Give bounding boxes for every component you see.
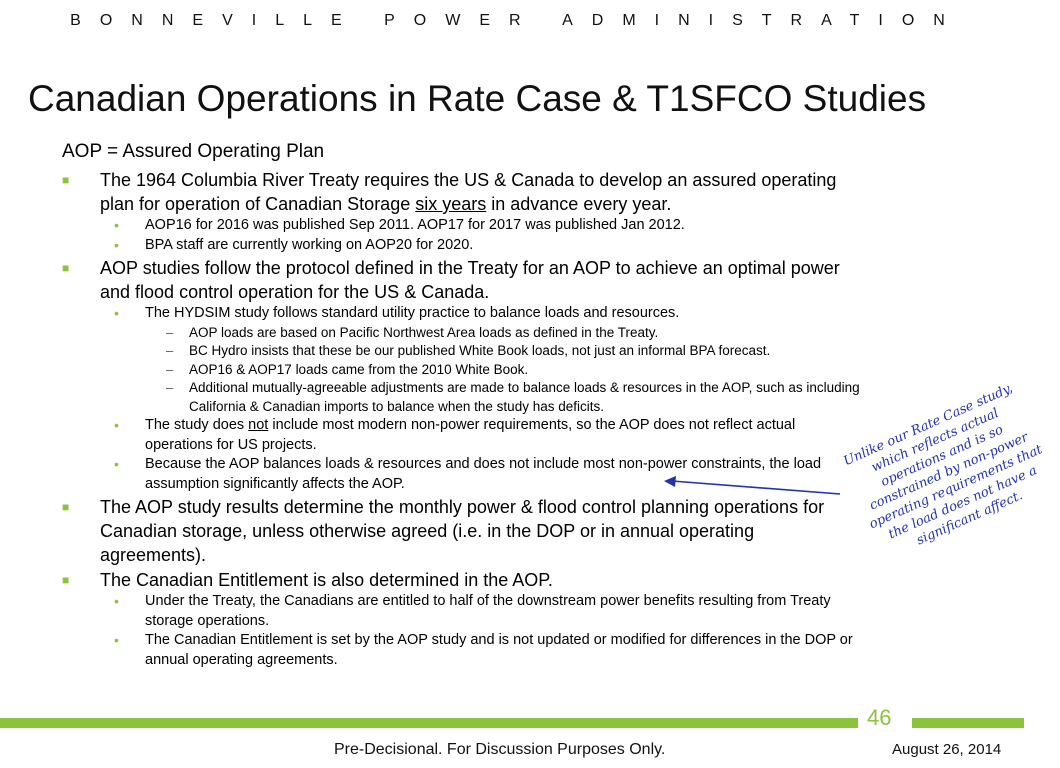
sub-bullet-text: The Canadian Entitlement is set by the AOP study and is not updated or modified for differences in the DOP or annual operating agreements. xyxy=(145,632,853,668)
sub-sub-bullet xyxy=(62,342,862,361)
sub-sub-bullet xyxy=(62,361,862,380)
dot-bullet-icon: • xyxy=(114,632,119,648)
square-bullet-icon: ■ xyxy=(62,573,70,587)
bullet-text: in advance every year. xyxy=(486,194,672,214)
sub-sub-bullet-text: BC Hydro insists that these be our published White Book loads, not just an informal BPA forecast. xyxy=(189,343,771,358)
dash-bullet-icon: – xyxy=(166,324,174,340)
sub-bullet-text: The study does xyxy=(145,417,249,433)
sub-sub-bullet-text: AOP loads are based on Pacific Northwest Area loads as defined in the Treaty. xyxy=(189,324,659,340)
sub-bullet xyxy=(62,236,862,256)
square-bullet-icon: ■ xyxy=(62,173,70,187)
dot-bullet-icon: • xyxy=(114,593,119,609)
bullet-text: AOP studies follow the protocol defined in the Treaty for an AOP to achieve an optimal power and flood control operation for the US & Canada. xyxy=(100,258,840,302)
bullet-text: The 1964 Columbia River Treaty requires the US & Canada to develop an assured operating plan for operation of Canadian Storage xyxy=(100,170,837,214)
sub-bullet xyxy=(62,416,862,455)
sub-bullet xyxy=(62,304,862,324)
square-bullet-icon: ■ xyxy=(62,500,70,514)
page-number: 46 xyxy=(867,705,892,730)
bullet-treaty xyxy=(62,168,862,216)
underlined-text: not xyxy=(248,417,269,433)
sub-bullet-text: The HYDSIM study follows standard utility practice to balance loads and resources. xyxy=(145,305,680,321)
sub-bullet xyxy=(62,455,862,494)
footer-disclaimer: Pre-Decisional. For Discussion Purposes Only. xyxy=(334,741,666,758)
slide-body xyxy=(62,140,862,670)
sub-sub-bullet-text: AOP16 & AOP17 loads came from the 2010 White Book. xyxy=(189,361,529,377)
dot-bullet-icon: • xyxy=(114,236,119,253)
organization-header: BONNEVILLE POWER ADMINISTRATION xyxy=(70,12,964,29)
slide-subtitle: AOP = Assured Operating Plan xyxy=(62,141,325,162)
dot-bullet-icon: • xyxy=(114,456,119,472)
sub-bullet-text: Under the Treaty, the Canadians are entitled to half of the downstream power benefits resulting from Treaty storage operations. xyxy=(145,593,831,629)
sub-bullet-text: AOP16 for 2016 was published Sep 2011. AOP17 for 2017 was published Jan 2012. xyxy=(145,217,685,233)
bullet-canadian-entitlement xyxy=(62,568,862,592)
dash-bullet-icon: – xyxy=(166,361,174,377)
sub-sub-bullet-text: Additional mutually-agreeable adjustments are made to balance loads & resources in the AOP, such as including California & Canadian imports to balance when the study has deficits. xyxy=(189,380,860,414)
sub-bullet xyxy=(62,592,862,631)
bullet-text: The AOP study results determine the monthly power & flood control planning operations for Canadian storage, unless otherwise agreed (i.e. in the DOP or in annual operating agreements). xyxy=(100,497,825,565)
dot-bullet-icon: • xyxy=(114,305,119,321)
dot-bullet-icon: • xyxy=(114,417,119,433)
bullet-text: The Canadian Entitlement is also determined in the AOP. xyxy=(100,570,553,590)
sub-bullet xyxy=(62,631,862,670)
sub-sub-bullet xyxy=(62,324,862,343)
dash-bullet-icon: – xyxy=(166,380,174,395)
square-bullet-icon: ■ xyxy=(62,261,70,275)
handwritten-annotation: Unlike our Rate Case study, which reflects actual operations and is so constrained by non-power operating requirements that the load does not have a significant affect. xyxy=(841,380,1045,549)
sub-bullet-text: Because the AOP balances loads & resources and does not include most non-power constraints, the load assumption significantly affects the AOP. xyxy=(145,456,822,492)
slide-title: Canadian Operations in Rate Case & T1SFCO Studies xyxy=(28,78,927,119)
underlined-text: six years xyxy=(415,194,487,214)
sub-bullet-text: BPA staff are currently working on AOP20 for 2020. xyxy=(145,236,474,253)
sub-bullet-text: include most modern non-power requirements, so the AOP does not reflect actual operations for US projects. xyxy=(145,417,796,453)
sub-sub-bullet xyxy=(62,379,862,416)
bullet-aop-protocol xyxy=(62,256,862,304)
dash-bullet-icon: – xyxy=(166,343,174,358)
bullet-aop-results xyxy=(62,495,862,567)
sub-bullet xyxy=(62,216,862,236)
dot-bullet-icon: • xyxy=(114,217,119,233)
footer-date: August 26, 2014 xyxy=(892,741,1002,758)
